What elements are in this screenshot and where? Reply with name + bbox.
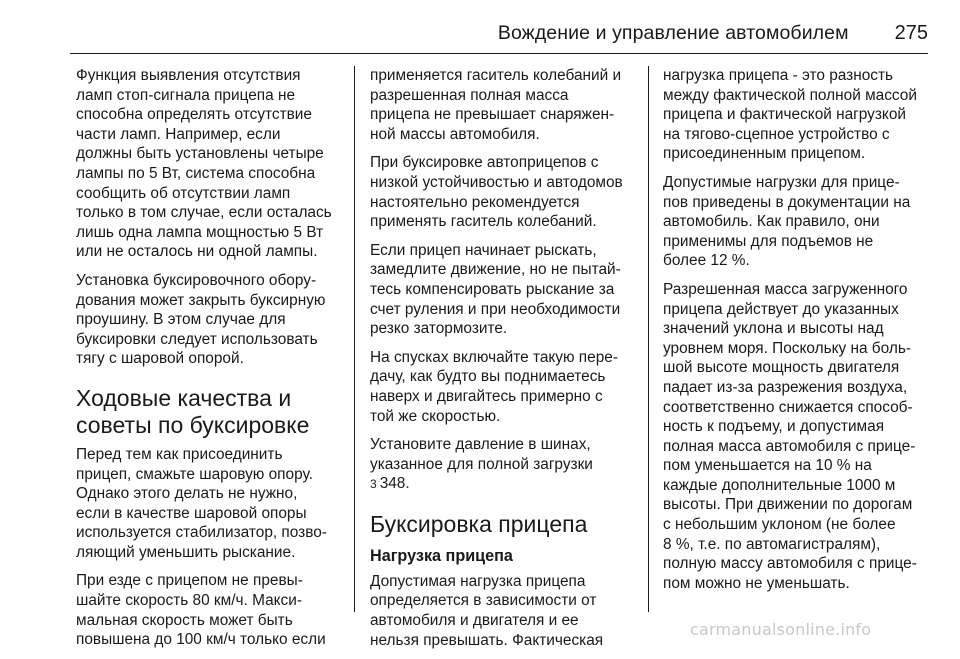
text-line: При буксировке автоприцепов с: [370, 154, 599, 172]
text-line: Функция выявления отсутствия: [76, 67, 301, 84]
column-left: [76, 66, 352, 659]
text-line: автомобиля и двигателя и ее: [370, 612, 579, 630]
text-line: используется стабилизатор, позво-: [76, 524, 327, 542]
text-line: прицеп, смажьте шаровую опору.: [76, 465, 313, 483]
column-divider: [648, 66, 649, 612]
text-line: нагрузка прицепа - это разность: [663, 67, 894, 84]
paragraph: [370, 572, 646, 650]
text-line: дачу, как будто вы поднимаетесь: [370, 368, 606, 386]
heading-line: Буксировка прицепа: [370, 510, 588, 537]
paragraph: [76, 66, 352, 262]
text-line: автомобиль. Как правило, они: [663, 213, 880, 231]
paragraph: [663, 173, 939, 271]
paragraph: [370, 435, 646, 495]
text-line: полная масса автомобиля с прице-: [663, 437, 916, 455]
text-line: должны быть установлены четыре: [76, 145, 324, 163]
text-line: дования может закрыть буксирную: [76, 291, 326, 309]
text-line: Допустимые нагрузки для прице-: [663, 173, 900, 191]
text-line: прицепа действует до указанных: [663, 300, 899, 318]
text-line: полную массу автомобиля с прице-: [663, 555, 917, 573]
text-line: той же скоростью.: [370, 407, 501, 425]
text-line: применимы для подъемов не: [663, 232, 874, 250]
paragraph: [76, 571, 352, 649]
page-header: [0, 22, 928, 45]
text-line: только в том случае, если осталась: [76, 204, 332, 222]
text-line: Перед тем как присоединить: [76, 445, 283, 463]
paragraph: [76, 445, 352, 563]
text-line: части ламп. Например, если: [76, 125, 281, 143]
text-line: настоятельно рекомендуется: [370, 193, 580, 211]
text-line: ляющий уменьшить рыскание.: [76, 543, 296, 561]
header-rule: [70, 53, 928, 54]
text-line: присоединенным прицепом.: [663, 145, 866, 163]
text-line: Установите давление в шинах,: [370, 436, 591, 454]
text-line: пом уменьшается на 10 % на: [663, 457, 872, 475]
text-line: На спусках включайте такую пере-: [370, 348, 618, 366]
text-line: ламп стоп-сигнала прицепа не: [76, 86, 296, 104]
text-line: разрешенная полная масса: [370, 86, 569, 104]
paragraph: [663, 280, 939, 594]
text-line: буксировки следует использовать: [76, 330, 318, 348]
text-line: низкой устойчивостью и автодомов: [370, 173, 623, 191]
text-line: определяется в зависимости от: [370, 592, 597, 610]
text-line: тягу с шаровой опорой.: [76, 350, 244, 368]
text-line: нельзя превышать. Фактическая: [370, 631, 604, 649]
paragraph: [370, 153, 646, 231]
text-line: если в качестве шаровой опоры: [76, 504, 307, 522]
watermark: carmanualsonline.info: [690, 620, 872, 639]
text-line: на тягово-сцепное устройство с: [663, 125, 890, 143]
text-line: или не осталось ни одной лампы.: [76, 243, 318, 261]
text-line: При езде с прицепом не превы-: [76, 572, 303, 590]
arrow-reference-icon: 3: [370, 477, 377, 492]
text-line: Однако этого делать не нужно,: [76, 485, 298, 503]
text-line: способна определять отсутствие: [76, 106, 312, 124]
text-line: ность к подъему, и допустимая: [663, 418, 885, 436]
text-line: счет руления и при необходимости: [370, 300, 621, 318]
paragraph: [370, 241, 646, 339]
text-line: резко затормозите.: [370, 320, 508, 338]
column-divider: [354, 66, 355, 612]
page-title: Вождение и управление автомобилем: [497, 22, 849, 44]
text-line: прицепа не превышает снаряжен-: [370, 106, 615, 124]
page-reference[interactable]: [370, 474, 646, 495]
paragraph: [76, 271, 352, 369]
column-middle: [370, 66, 646, 659]
text-line: шой высоте мощность двигателя: [663, 359, 900, 377]
section-heading: [370, 511, 646, 538]
text-line: применяется гаситель колебаний и: [370, 67, 622, 84]
text-line: лишь одна лампа мощностью 5 Вт: [76, 223, 324, 241]
text-line: пов приведены в документации на: [663, 193, 911, 211]
text-line: наверх и двигайтесь примерно с: [370, 387, 603, 405]
text-line: каждые дополнительные 1000 м: [663, 476, 896, 494]
text-line: шайте скорость 80 км/ч. Макси-: [76, 592, 302, 610]
text-line: с небольшим уклоном (не более: [663, 516, 896, 534]
text-line: Если прицеп начинает рыскать,: [370, 241, 597, 259]
text-line: проушину. В этом случае для: [76, 311, 286, 329]
text-line: лампы по 5 Вт, система способна: [76, 164, 316, 182]
text-line: между фактической полной массой: [663, 86, 917, 104]
paragraph: [370, 66, 646, 144]
text-line: уровнем моря. Поскольку на боль-: [663, 339, 911, 357]
page-number: 275: [894, 22, 928, 44]
paragraph: [663, 66, 939, 164]
section-heading: [76, 385, 352, 439]
text-line: указанное для полной загрузки: [370, 455, 593, 473]
text-line: повышена до 100 км/ч только если: [76, 631, 326, 649]
text-line: 8 %, т.е. по автомагистралям),: [663, 535, 881, 553]
reference-page: 348.: [379, 475, 410, 493]
text-line: более 12 %.: [663, 252, 750, 270]
text-line: высоты. При движении по дорогам: [663, 496, 913, 514]
text-line: мальная скорость может быть: [76, 611, 293, 629]
text-line: прицепа и фактической нагрузкой: [663, 106, 906, 124]
paragraph: [370, 348, 646, 426]
text-line: замедлите движение, но не пытай-: [370, 261, 621, 279]
text-line: соответственно снижается способ-: [663, 398, 913, 416]
text-line: значений уклона и высоты над: [663, 320, 884, 338]
text-line: тесь компенсировать рыскание за: [370, 280, 615, 298]
column-right: [663, 66, 939, 602]
text-line: применять гаситель колебаний.: [370, 213, 597, 231]
text-line: Установка буксировочного обору-: [76, 271, 317, 289]
heading-line: Ходовые качества и: [76, 384, 292, 411]
heading-line: советы по буксировке: [76, 411, 310, 438]
text-line: падает из-за разрежения воздуха,: [663, 378, 908, 396]
text-line: пом можно не уменьшать.: [663, 574, 850, 592]
text-line: сообщить об отсутствии ламп: [76, 184, 291, 202]
text-line: Разрешенная масса загруженного: [663, 280, 908, 298]
subsection-heading: Нагрузка прицепа: [370, 546, 513, 565]
text-line: Допустимая нагрузка прицепа: [370, 572, 586, 590]
text-line: ной массы автомобиля.: [370, 125, 540, 143]
